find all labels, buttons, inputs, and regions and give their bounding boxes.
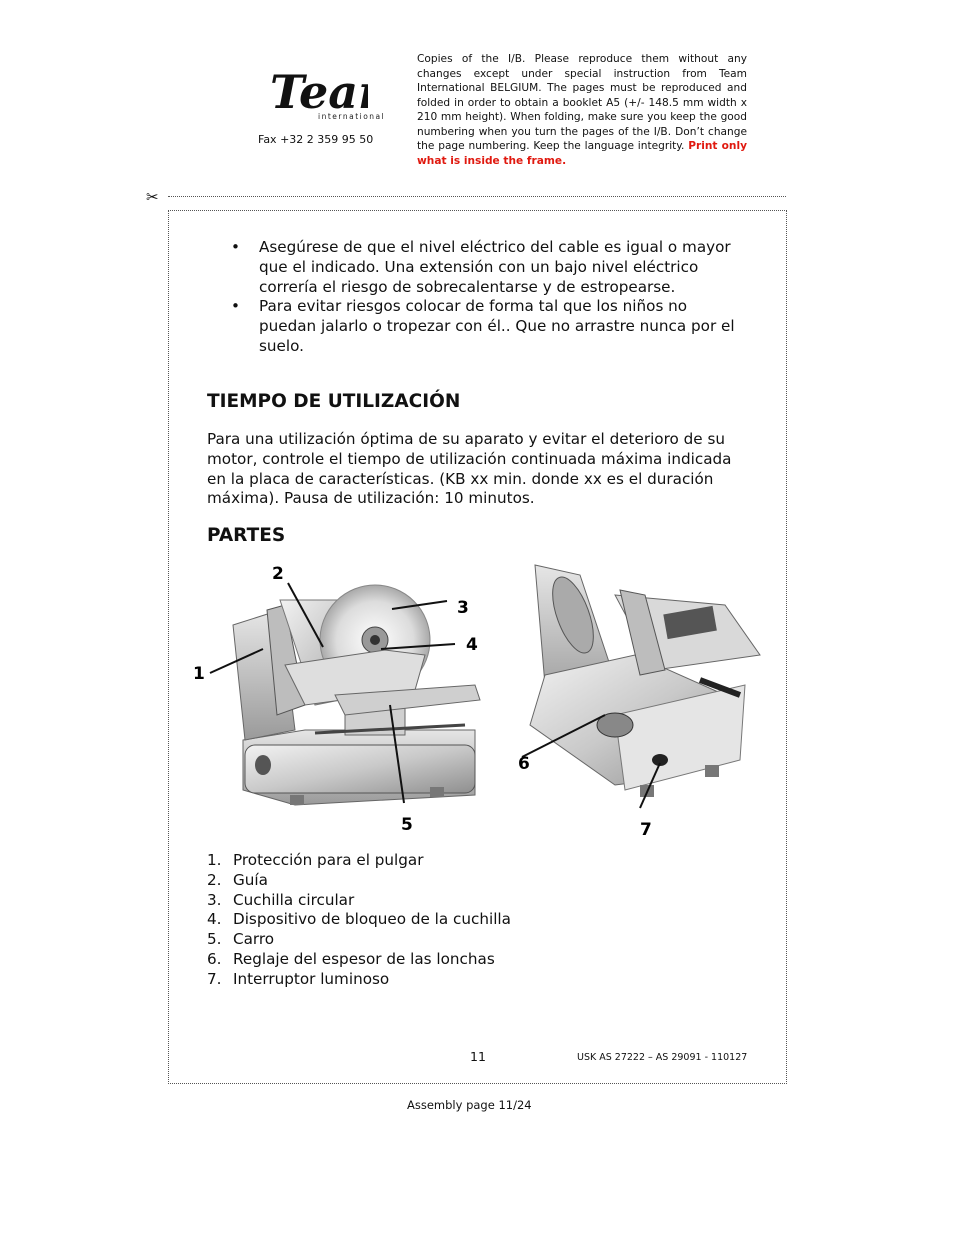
list-label: Interruptor luminoso: [233, 969, 390, 988]
figure-label-1: 1: [193, 664, 205, 684]
list-number: 1.: [207, 851, 222, 869]
list-number: 3.: [207, 890, 222, 909]
list-item: [207, 891, 707, 911]
figure-label-5: 5: [401, 815, 413, 835]
bullet-item: • Asegúrese de que el nivel eléctrico del cable es igual o mayor que el indicado. Una extensión con un bajo nivel eléctrico correría el riesgo de sobrecalentarse y de estropearse.: [228, 238, 738, 297]
list-item: [207, 910, 707, 930]
figure-label-4: 4: [466, 635, 478, 655]
brand-subtitle: international: [318, 112, 386, 121]
print-notice-text: Copies of the I/B. Please reproduce them without any changes except under special instruction from Team International BELGIUM. The pages must be reproduced and folded in order to obtain a booklet A5 (+/- 148.5 mm width x 210 mm height). When folding, make sure you keep the good numbering when you turn the pages of the I/B. Don’t change the page numbering. Keep the language integrity.: [417, 53, 747, 152]
usage-time-paragraph: Para una utilización óptima de su aparato y evitar el deterioro de su motor, controle el tiempo de utilización continuada máxima indicada en la placa de características. (KB xx min. donde xx es el duración máxima). Pausa de utilización: 10 minutos.: [207, 430, 732, 508]
list-number: 7.: [207, 969, 222, 988]
list-item: [207, 871, 707, 891]
list-label: Reglaje del espesor de las lonchas: [233, 949, 495, 968]
figure-label-2: 2: [272, 564, 284, 584]
list-item: [207, 950, 707, 970]
list-label: Carro: [233, 930, 275, 949]
parts-illustration: [185, 555, 770, 845]
brand-wordmark: Tea: [270, 65, 359, 119]
model-reference: USK AS 27222 – AS 29091 - 110127: [577, 1052, 748, 1063]
list-item: [207, 930, 707, 950]
parts-list: [207, 851, 707, 990]
list-item: [207, 851, 707, 871]
slicer-side-view: [530, 565, 760, 797]
cut-line: [168, 196, 786, 197]
list-label: Guía: [233, 870, 268, 889]
section-heading-usage-time: TIEMPO DE UTILIZACIÓN: [207, 391, 461, 412]
bullet-item: • Para evitar riesgos colocar de forma tal que los niños no puedan jalarlo o tropezar con él.. Que no arrastre nunca por el suelo.: [228, 297, 738, 356]
list-number: 4.: [207, 910, 222, 929]
safety-bullets: [228, 238, 738, 357]
page-number: 11: [470, 1049, 486, 1064]
print-notice-warning: Print only what is inside the frame.: [417, 140, 747, 167]
scissors-icon: ✂: [146, 188, 159, 206]
list-label: Protección para el pulgar: [233, 851, 424, 869]
assembly-page: Assembly page 11/24: [407, 1098, 532, 1112]
figure-label-6: 6: [518, 754, 530, 774]
fax-number: Fax +32 2 359 95 50: [258, 133, 374, 146]
print-notice: [417, 52, 747, 168]
list-number: 5.: [207, 930, 222, 949]
list-item: [207, 970, 707, 990]
figure-label-7: 7: [640, 820, 652, 840]
slicer-front-view: [233, 585, 480, 805]
list-number: 2.: [207, 870, 222, 889]
section-heading-parts: PARTES: [207, 525, 286, 546]
figure-label-3: 3: [457, 598, 469, 618]
list-label: Cuchilla circular: [233, 890, 355, 909]
list-label: Dispositivo de bloqueo de la cuchilla: [233, 910, 511, 929]
list-number: 6.: [207, 949, 222, 968]
